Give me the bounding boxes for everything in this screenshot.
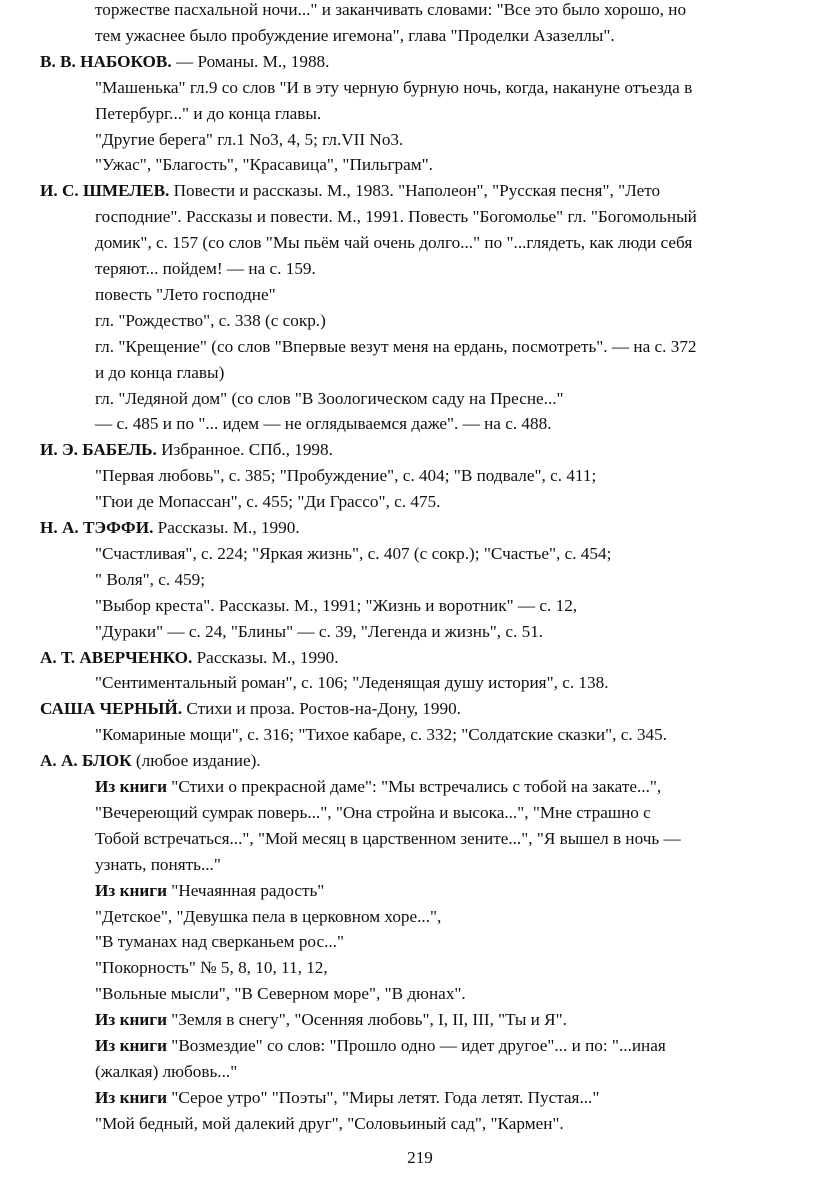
text-line <box>95 78 692 98</box>
line-text: "В туманах над сверканьем рос..." <box>95 932 344 952</box>
line-text: повесть "Лето господне" <box>95 284 276 304</box>
text-line <box>95 984 466 1004</box>
line-text: "Стихи о прекрасной даме": "Мы встречались с тобой на закате...", <box>167 777 662 796</box>
text-line <box>95 259 316 279</box>
line-text: "Ужас", "Благость", "Красавица", "Пильграм". <box>95 155 433 175</box>
text-line <box>95 1036 666 1056</box>
line-text: торжестве пасхальной ночи..." и заканчивать словами: "Все это было хорошо, но <box>95 0 687 19</box>
text-line <box>95 725 667 745</box>
line-text: "Вечереющий сумрак поверь...", "Она стройна и высока...", "Мне страшно с <box>95 802 651 822</box>
line-text: "Нечаянная радость" <box>167 880 325 900</box>
line-text: (любое издание). <box>131 751 261 771</box>
line-text: "Сентиментальный роман", с. 106; "Леденящая душу история", с. 138. <box>95 673 609 693</box>
entry-heading-line <box>40 181 660 201</box>
text-line <box>95 958 328 978</box>
text-line <box>95 311 326 331</box>
line-text: "Гюи де Мопассан", с. 455; "Ди Грассо", с. 475. <box>95 492 441 512</box>
author-name: И. Э. БАБЕЛЬ. <box>40 440 157 460</box>
text-line <box>95 829 681 849</box>
book-label: Из книги <box>95 1087 167 1107</box>
text-line <box>95 1010 567 1030</box>
book-label: Из книги <box>95 880 167 900</box>
line-text: домик", с. 157 (со слов "Мы пьём чай очень долго..." по "...глядеть, как люди себя <box>95 233 693 253</box>
book-label: Из книги <box>95 777 167 796</box>
entry-heading-line <box>40 518 300 538</box>
line-text: Избранное. СПб., 1998. <box>156 440 333 460</box>
text-line <box>95 337 697 357</box>
text-line <box>95 104 321 124</box>
line-text: гл. "Ледяной дом" (со слов "В Зоологическом саду на Пресне..." <box>95 388 564 408</box>
line-text: "Счастливая", с. 224; "Яркая жизнь", с. 407 (с сокр.); "Счастье", с. 454; <box>95 543 612 563</box>
author-name: А. А. БЛОК <box>40 751 132 771</box>
text-line <box>95 777 661 797</box>
author-name: И. С. ШМЕЛЕВ. <box>40 181 170 201</box>
line-text: Рассказы. М., 1990. <box>153 518 300 537</box>
line-text: — Романы. М., 1988. <box>171 51 330 71</box>
text-line <box>95 803 651 823</box>
line-text: " Воля", с. 459; <box>95 569 206 589</box>
line-text: узнать, понять..." <box>95 854 221 874</box>
author-name: САША ЧЕРНЫЙ. <box>40 699 183 719</box>
text-line <box>95 130 403 150</box>
line-text: "Возмездие" со слов: "Прошло одно — идет другое"... и по: "...иная <box>167 1036 666 1055</box>
entry-heading-line <box>40 699 461 719</box>
line-text: и до конца главы) <box>95 362 225 382</box>
text-line <box>95 855 221 875</box>
author-name: Н. А. ТЭФФИ. <box>40 518 154 537</box>
entry-heading-line <box>40 751 261 771</box>
entry-heading-line <box>40 52 329 72</box>
text-line <box>95 570 205 590</box>
text-line <box>95 414 552 434</box>
line-text: "Дураки" — с. 24, "Блины" — с. 39, "Легенда и жизнь", с. 51. <box>95 621 544 641</box>
line-text: Стихи и проза. Ростов-на-Дону, 1990. <box>182 699 461 719</box>
text-line <box>95 544 611 564</box>
line-text: Тобой встречаться...", "Мой месяц в царственном зените...", "Я вышел в ночь — <box>95 828 681 848</box>
line-text: "Земля в снегу", "Осенняя любовь", I, II, III, "Ты и Я". <box>167 1010 567 1030</box>
line-text: "Первая любовь", с. 385; "Пробуждение", с. 404; "В подвале", с. 411; <box>95 466 597 486</box>
author-name: А. Т. АВЕРЧЕНКО. <box>40 647 193 667</box>
text-line <box>95 881 324 901</box>
text-line <box>95 155 433 175</box>
book-label: Из книги <box>95 1036 167 1055</box>
text-line <box>95 492 440 512</box>
text-line <box>95 26 615 46</box>
author-name: В. В. НАБОКОВ. <box>40 51 172 71</box>
line-text: гл. "Рождество", с. 338 (с сокр.) <box>95 310 326 330</box>
text-line <box>95 233 692 253</box>
text-line <box>95 0 686 20</box>
text-line <box>95 596 577 616</box>
line-text: господние". Рассказы и повести. М., 1991. Повесть "Богомолье" гл. "Богомольный <box>95 207 697 227</box>
line-text: Петербург..." и до конца главы. <box>95 103 322 123</box>
text-line <box>95 389 564 409</box>
line-text: "Машенька" гл.9 со слов "И в эту черную бурную ночь, когда, накануне отъезда в <box>95 77 693 97</box>
line-text: "Мой бедный, мой далекий друг", "Соловьиный сад", "Кармен". <box>95 1113 564 1133</box>
entry-heading-line <box>40 648 339 668</box>
line-text: тем ужаснее было пробуждение игемона", глава "Проделки Азазеллы". <box>95 25 615 45</box>
line-text: Рассказы. М., 1990. <box>192 647 339 667</box>
text-line <box>95 622 543 642</box>
text-line <box>95 1062 237 1082</box>
line-text: Повести и рассказы. М., 1983. "Наполеон", "Русская песня", "Лето <box>169 181 661 201</box>
text-line <box>95 1088 599 1108</box>
entry-heading-line <box>40 440 333 460</box>
line-text: "Выбор креста". Рассказы. М., 1991; "Жизнь и воротник" — с. 12, <box>95 595 578 615</box>
book-label: Из книги <box>95 1010 167 1030</box>
text-line <box>95 363 224 383</box>
line-text: "Серое утро" "Поэты", "Миры летят. Года летят. Пустая..." <box>167 1087 600 1107</box>
text-line <box>95 466 596 486</box>
text-line <box>95 907 441 927</box>
line-text: "Детское", "Девушка пела в церковном хоре...", <box>95 906 442 926</box>
text-line <box>95 207 697 227</box>
line-text: "Покорность" № 5, 8, 10, 11, 12, <box>95 958 328 978</box>
line-text: (жалкая) любовь..." <box>95 1061 238 1081</box>
text-line <box>95 285 276 305</box>
line-text: "Другие берега" гл.1 No3, 4, 5; гл.VII No3. <box>95 129 404 149</box>
text-line <box>95 1114 564 1134</box>
line-text: "Вольные мысли", "В Северном море", "В дюнах". <box>95 984 466 1004</box>
line-text: — с. 485 и по "... идем — не оглядываемся даже". — на с. 488. <box>95 414 552 434</box>
line-text: теряют... пойдем! — на с. 159. <box>95 259 316 278</box>
text-line <box>95 673 609 693</box>
line-text: "Комариные мощи", с. 316; "Тихое кабаре, с. 332; "Солдатские сказки", с. 345. <box>95 725 668 745</box>
text-line <box>95 932 344 952</box>
page-number: 219 <box>407 1148 433 1167</box>
line-text: гл. "Крещение" (со слов "Впервые везут меня на ердань, посмотреть". — на с. 372 <box>95 336 697 356</box>
